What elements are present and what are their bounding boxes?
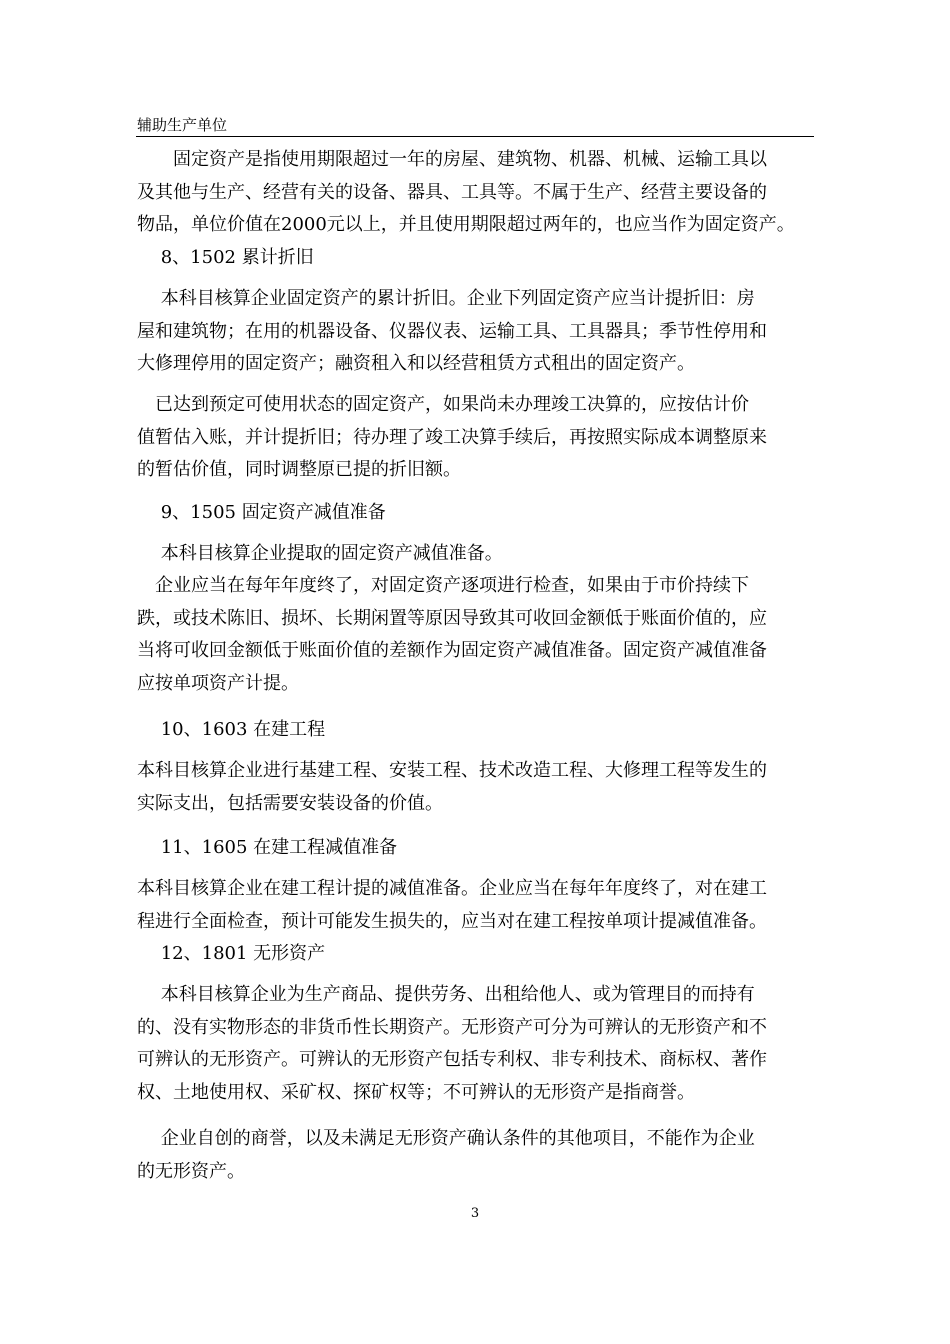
text-line: 的暂估价值，同时调整原已提的折旧额。: [137, 459, 461, 480]
text-line: 的无形资产。: [137, 1160, 245, 1182]
header-rule: [136, 136, 814, 137]
text-line: 本科目核算企业提取的固定资产减值准备。: [137, 543, 503, 564]
text-line: 的、没有实物形态的非货币性长期资产。无形资产可分为可辨认的无形资产和不: [137, 1016, 767, 1038]
text-line: 本科目核算企业在建工程计提的减值准备。企业应当在每年年度终了，对在建工: [137, 878, 767, 899]
text-line: 固定资产是指使用期限超过一年的房屋、建筑物、机器、机械、运输工具以: [137, 149, 767, 170]
section-heading-9: [137, 497, 817, 530]
text-line: 权、土地使用权、采矿权、探矿权等；不可辨认的无形资产是指商誉。: [137, 1081, 695, 1103]
text-line: 企业自创的商誉，以及未满足无形资产确认条件的其他项目，不能作为企业: [137, 1128, 755, 1149]
text-line: 12、1801 无形资产: [137, 943, 326, 964]
text-line: 程进行全面检查，预计可能发生损失的，应当对在建工程按单项计提减值准备。: [137, 910, 767, 932]
paragraph-3: [137, 389, 817, 487]
text-line: 已达到预定可使用状态的固定资产，如果尚未办理竣工决算的，应按估计价: [137, 394, 749, 415]
paragraph-2: [137, 283, 817, 381]
section-heading-11: [137, 832, 817, 865]
text-line: 可辨认的无形资产。可辨认的无形资产包括专利权、非专利技术、商标权、著作: [137, 1049, 767, 1070]
text-line: 9、1505 固定资产减值准备: [137, 502, 386, 523]
paragraph-1: [137, 144, 817, 242]
text-line: 8、1502 累计折旧: [137, 247, 314, 268]
section-heading-12: [137, 938, 817, 971]
section-heading-8: [137, 242, 817, 275]
text-line: 实际支出，包括需要安装设备的价值。: [137, 792, 443, 814]
text-line: 大修理停用的固定资产；融资租入和以经营租赁方式租出的固定资产。: [137, 353, 695, 374]
text-line: 本科目核算企业为生产商品、提供劳务、出租给他人、或为管理目的而持有: [137, 984, 755, 1005]
running-header: 辅助生产单位: [137, 116, 228, 134]
text-line: 企业应当在每年年度终了，对固定资产逐项进行检查，如果由于市价持续下: [137, 575, 749, 596]
text-line: 及其他与生产、经营有关的设备、器具、工具等。不属于生产、经营主要设备的: [137, 181, 767, 203]
text-line: 值暂估入账，并计提折旧；待办理了竣工决算手续后，再按照实际成本调整原来: [137, 426, 767, 448]
paragraph-5: [137, 570, 817, 700]
paragraph-6: [137, 755, 817, 820]
text-line: 屋和建筑物；在用的机器设备、仪器仪表、运输工具、工具器具；季节性停用和: [137, 320, 767, 342]
paragraph-7: [137, 873, 817, 938]
text-line: 物品，单位价值在2000元以上，并且使用期限超过两年的，也应当作为固定资产。: [137, 214, 795, 235]
text-line: 当将可收回金额低于账面价值的差额作为固定资产减值准备。固定资产减值准备: [137, 640, 767, 661]
text-line: 10、1603 在建工程: [137, 719, 326, 740]
text-line: 11、1605 在建工程减值准备: [137, 837, 398, 858]
paragraph-4: [137, 538, 817, 571]
section-heading-10: [137, 714, 817, 747]
text-line: 应按单项资产计提。: [137, 672, 299, 694]
text-line: 跌，或技术陈旧、损坏、长期闲置等原因导致其可收回金额低于账面价值的，应: [137, 607, 767, 629]
page-number: 3: [470, 1206, 480, 1221]
paragraph-9: [137, 1123, 817, 1188]
text-line: 本科目核算企业进行基建工程、安装工程、技术改造工程、大修理工程等发生的: [137, 760, 767, 781]
paragraph-8: [137, 979, 817, 1109]
text-line: 本科目核算企业固定资产的累计折旧。企业下列固定资产应当计提折旧：房: [137, 288, 755, 309]
